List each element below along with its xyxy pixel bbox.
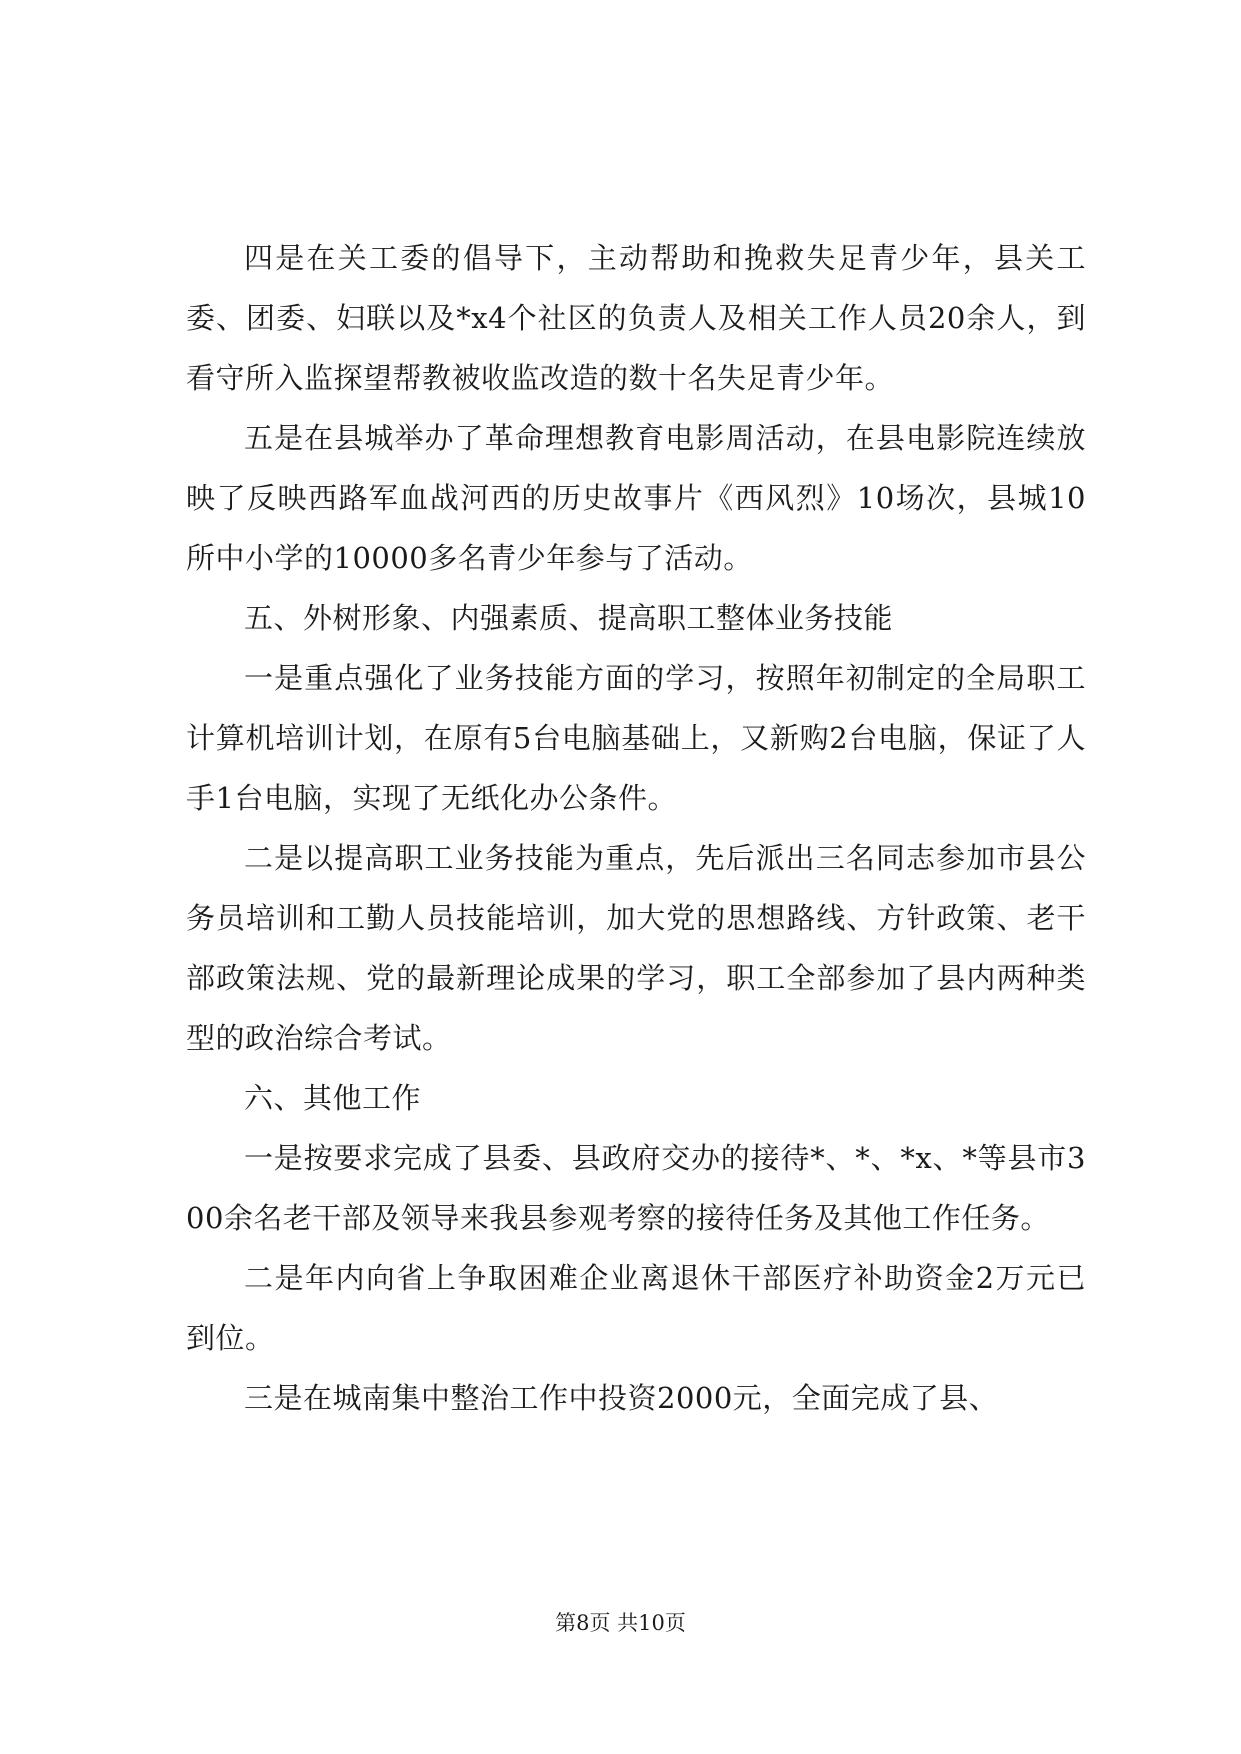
section-heading-5: 五、外树形象、内强素质、提高职工整体业务技能 [244, 601, 894, 635]
paragraph-6: 二是年内向省上争取困难企业离退休干部医疗补助资金2万元已到位。 [186, 1261, 1086, 1355]
paragraph-7: 三是在城南集中整治工作中投资2000元，全面完成了县、 [244, 1381, 999, 1415]
page-number-footer: 第8页 共10页 [555, 1611, 686, 1635]
paragraph-3: 一是重点强化了业务技能方面的学习，按照年初制定的全局职工计算机培训计划，在原有5台电脑基础上，又新购2台电脑，保证了人手1台电脑，实现了无纸化办公条件。 [186, 661, 1086, 815]
paragraph-1: 四是在关工委的倡导下，主动帮助和挽救失足青少年，县关工委、团委、妇联以及*x4个社区的负责人及相关工作人员20余人，到看守所入监探望帮教被收监改造的数十名失足青少年。 [186, 241, 1086, 395]
paragraph-5: 一是按要求完成了县委、县政府交办的接待*、*、*x、*等县市300余名老干部及领导来我县参观考察的接待任务及其他工作任务。 [186, 1141, 1086, 1235]
document-body [186, 228, 1086, 1428]
section-heading-6: 六、其他工作 [244, 1081, 422, 1115]
paragraph-4: 二是以提高职工业务技能为重点，先后派出三名同志参加市县公务员培训和工勤人员技能培训，加大党的思想路线、方针政策、老干部政策法规、党的最新理论成果的学习，职工全部参加了县内两种类型的政治综合考试。 [186, 841, 1086, 1055]
paragraph-2: 五是在县城举办了革命理想教育电影周活动，在县电影院连续放映了反映西路军血战河西的历史故事片《西风烈》10场次，县城10所中小学的10000多名青少年参与了活动。 [186, 421, 1086, 575]
